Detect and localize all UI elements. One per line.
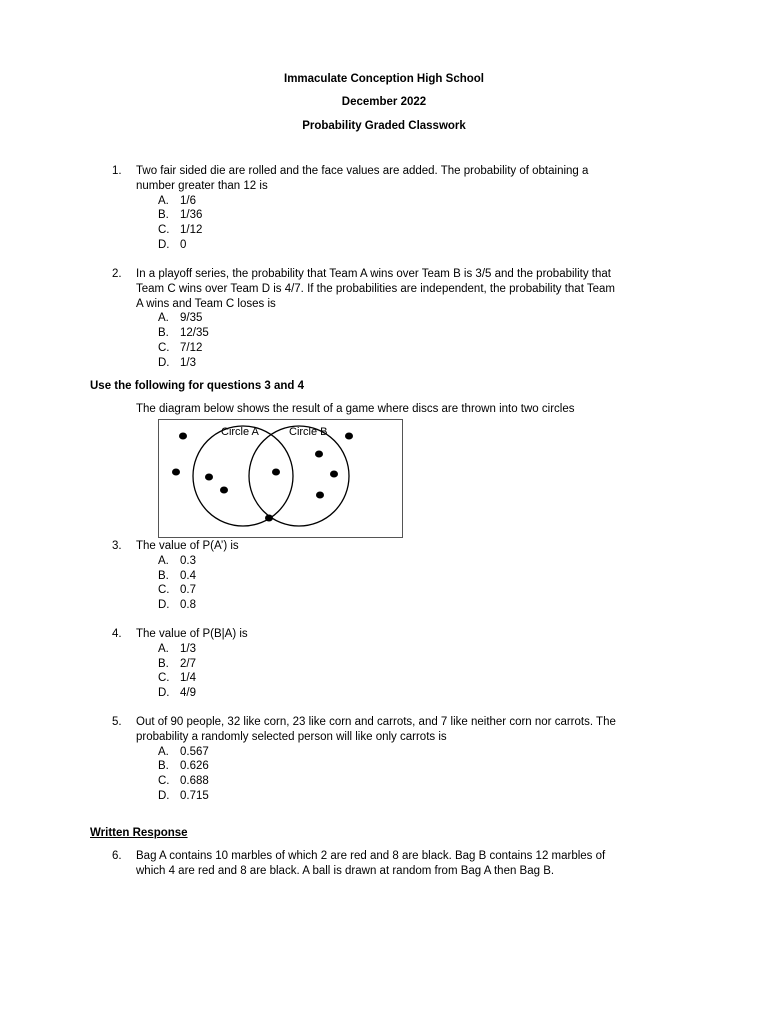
option-c: C. 1/12 xyxy=(158,224,203,237)
option-b: B. 0.4 xyxy=(158,569,196,582)
question-3 xyxy=(112,539,672,613)
disc-outside xyxy=(172,469,180,476)
question-number: 1. xyxy=(112,165,122,177)
answer-options xyxy=(158,642,672,701)
question-5 xyxy=(112,715,672,804)
option-a: A. 9/35 xyxy=(158,312,203,325)
option-a: A. 1/6 xyxy=(158,194,196,207)
circle-b-label: Circle B xyxy=(289,426,328,438)
worksheet-title: Probability Graded Classwork xyxy=(302,120,466,132)
stem-line: Out of 90 people, 32 like corn, 23 like corn and carrots, and 7 like neither corn nor carrots. The xyxy=(136,716,616,728)
answer-options xyxy=(158,745,672,804)
option-d: D. 4/9 xyxy=(158,687,196,700)
option-d: D. 1/3 xyxy=(158,356,196,369)
stem-line: Two fair sided die are rolled and the face values are added. The probability of obtaining a xyxy=(136,165,589,177)
stem-line: which 4 are red and 8 are black. A ball is drawn at random from Bag A then Bag B. xyxy=(136,864,555,877)
option-c: C. 0.7 xyxy=(158,584,196,597)
answer-options xyxy=(158,194,672,253)
option-c: C. 1/4 xyxy=(158,672,196,685)
disc-outside xyxy=(265,515,273,522)
option-b: B. 1/36 xyxy=(158,209,203,222)
section-heading: Use the following for questions 3 and 4 xyxy=(90,380,305,392)
stem-line: In a playoff series, the probability that Team A wins over Team B is 3/5 and the probability that xyxy=(136,268,611,280)
disc-circle-b xyxy=(330,471,338,478)
diagram-intro: The diagram below shows the result of a game where discs are thrown into two circles xyxy=(136,403,575,415)
question-number: 2. xyxy=(112,268,122,280)
disc-circle-b xyxy=(315,451,323,458)
option-b: B. 0.626 xyxy=(158,760,209,773)
option-d: D. 0.715 xyxy=(158,789,209,802)
disc-circle-a xyxy=(220,487,228,494)
question-2 xyxy=(112,267,672,371)
date-line: December 2022 xyxy=(341,96,427,108)
stem-line: probability a randomly selected person will like only carrots is xyxy=(136,730,447,743)
option-a: A. 0.3 xyxy=(158,554,196,567)
answer-options xyxy=(158,554,672,613)
disc-intersection xyxy=(272,469,280,476)
written-response-heading: Written Response xyxy=(90,827,188,839)
question-1 xyxy=(112,164,672,253)
question-number: 3. xyxy=(112,540,122,552)
stem-line: Team C wins over Team D is 4/7. If the probabilities are independent, the probability that Team xyxy=(136,282,616,295)
option-d: D. 0.8 xyxy=(158,599,196,612)
question-stem xyxy=(136,164,672,194)
stem-line: number greater than 12 is xyxy=(136,179,268,192)
question-4 xyxy=(112,627,672,701)
option-a: A. 0.567 xyxy=(158,745,209,758)
stem-line: Bag A contains 10 marbles of which 2 are red and 8 are black. Bag B contains 12 marbles of xyxy=(136,850,606,862)
question-stem xyxy=(136,539,672,554)
school-name: Immaculate Conception High School xyxy=(284,73,484,85)
option-c: C. 0.688 xyxy=(158,775,209,788)
disc-outside xyxy=(179,433,187,440)
venn-svg xyxy=(158,419,404,539)
answer-options xyxy=(158,311,672,370)
circle-a-label: Circle A xyxy=(221,426,259,438)
question-number: 6. xyxy=(112,850,122,862)
question-stem xyxy=(136,849,672,879)
question-stem xyxy=(136,715,672,745)
stem-line: The value of P(B|A) is xyxy=(136,628,248,640)
stem-line: The value of P(A’) is xyxy=(136,540,239,552)
option-d: D. 0 xyxy=(158,238,187,251)
option-a: A. 1/3 xyxy=(158,642,196,655)
disc-outside xyxy=(345,433,353,440)
diagram-frame xyxy=(159,420,403,538)
question-number: 5. xyxy=(112,716,122,728)
option-b: B. 2/7 xyxy=(158,657,196,670)
option-b: B. 12/35 xyxy=(158,327,209,340)
stem-line: A wins and Team C loses is xyxy=(136,297,276,310)
question-stem xyxy=(136,627,672,642)
question-stem xyxy=(136,267,672,311)
disc-circle-b xyxy=(316,492,324,499)
question-6 xyxy=(112,849,672,879)
option-c: C. 7/12 xyxy=(158,341,203,354)
question-number: 4. xyxy=(112,628,122,640)
disc-circle-a xyxy=(205,474,213,481)
venn-diagram xyxy=(158,419,404,539)
